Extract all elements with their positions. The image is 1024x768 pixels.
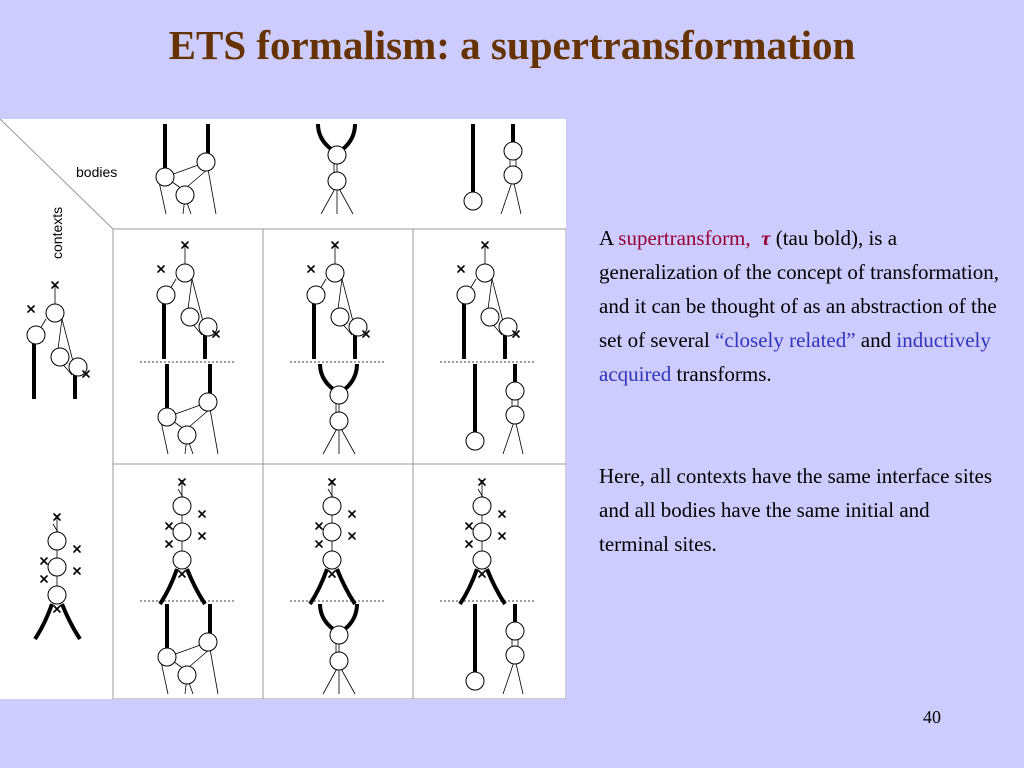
- cell-r1-c2: [290, 242, 385, 454]
- p1-and: and: [855, 328, 897, 352]
- term-inductively-acquired: inductively acquired: [599, 328, 991, 386]
- cell-r1-c1: [140, 242, 235, 454]
- body-1: [156, 124, 216, 214]
- cell-r2-c3: [440, 479, 535, 694]
- page-number: 40: [923, 707, 941, 727]
- term-supertransform: supertransform,: [618, 226, 751, 250]
- bodies-header: bodies: [76, 164, 118, 180]
- p1-tail: transforms.: [671, 362, 772, 386]
- term-closely-related: “closely related”: [715, 328, 856, 352]
- contexts-header: contexts: [49, 206, 65, 259]
- supertransformation-diagram: [0, 119, 566, 699]
- cell-r2-c2: [290, 479, 385, 694]
- interface-note: Here, all contexts have the same interface sites and all bodies have the same initial and terminal sites.: [599, 464, 992, 556]
- cell-r1-c3: [440, 242, 535, 454]
- p1-a: A: [599, 226, 619, 250]
- body-2: [318, 124, 355, 214]
- supertransform-definition: [599, 221, 1004, 391]
- context-1: [27, 282, 89, 399]
- tau-symbol: τ: [761, 226, 771, 250]
- body-3: [464, 124, 522, 214]
- context-2: [35, 514, 80, 639]
- cell-r2-c1: [140, 479, 235, 694]
- slide-title: ETS formalism: a supertransformation: [168, 22, 856, 68]
- p1-after-tau: (tau bold), is a generalization of the concept of transformation, and it can be thought of as an abstraction of the set of several: [599, 226, 1000, 352]
